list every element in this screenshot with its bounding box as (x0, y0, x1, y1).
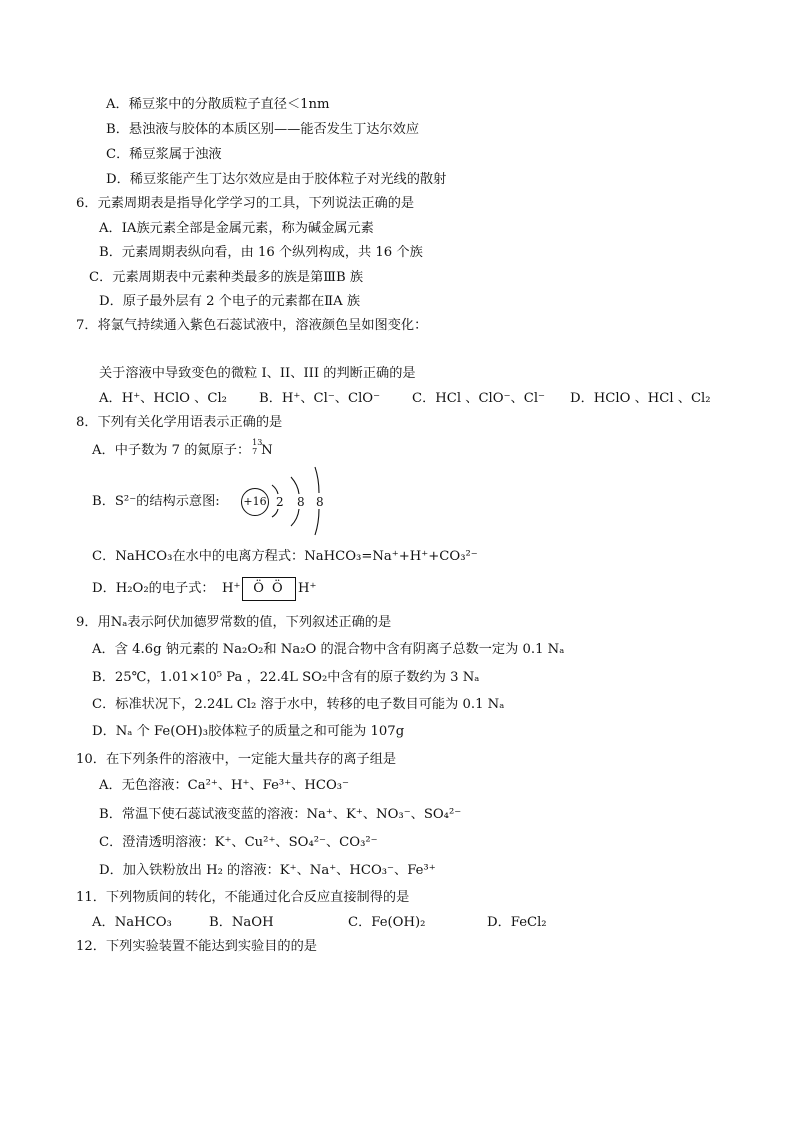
q8-option-d-text: D．H₂O₂的电子式： (92, 581, 215, 596)
shell-arc-1-top (272, 485, 278, 494)
mass-number: 13 (252, 438, 263, 447)
q11-option-c: C．Fe(OH)₂ (348, 915, 426, 930)
q9-option-b: B．25℃，1.01×10⁵ Pa ，22.4L SO₂中含有的原子数约为 3 Nₐ (92, 670, 480, 685)
q6-option-c: C．元素周期表中元素种类最多的族是第ⅢB 族 (89, 270, 364, 285)
q6-option-d: D．原子最外层有 2 个电子的元素都在ⅡA 族 (99, 294, 361, 309)
q5-option-b: B．悬浊液与胶体的本质区别——能否发生丁达尔效应 (106, 122, 420, 137)
q11-option-b: B．NaOH (209, 915, 274, 930)
q6-stem: 6．元素周期表是指导化学学习的工具，下列说法正确的是 (76, 196, 415, 211)
q7-option-c: C．HCl 、ClO⁻、Cl⁻ (412, 391, 546, 406)
electron-shell-arcs (270, 465, 330, 537)
q7-options-row (99, 390, 711, 408)
peroxide-bracket: Ö Ö (242, 577, 296, 601)
q8-option-b-label: B．S²⁻的结构示意图: (92, 494, 220, 509)
shell-2-count: 8 (297, 495, 305, 509)
hydrogen-left: H⁺ (222, 581, 241, 596)
element-symbol: N (261, 443, 273, 458)
q10-option-b: B．常温下使石蕊试液变蓝的溶液：Na⁺、K⁺、NO₃⁻、SO₄²⁻ (99, 807, 462, 822)
q6-option-a: A．IA族元素全部是金属元素，称为碱金属元素 (99, 221, 374, 236)
q8-option-d (92, 580, 215, 598)
q5-option-a: A．稀豆浆中的分散质粒子直径＜1nm (106, 97, 330, 112)
q11-option-a: A．NaHCO₃ (92, 915, 172, 930)
q9-option-a: A．含 4.6g 钠元素的 Na₂O₂和 Na₂O 的混合物中含有阴离子总数一定为 0.1 Nₐ (92, 642, 565, 657)
q9-option-c: C．标准状况下，2.24L Cl₂ 溶于水中，转移的电子数目可能为 0.1 Nₐ (92, 697, 505, 712)
shell-1-count: 2 (276, 495, 284, 509)
q12-stem: 12．下列实验装置不能达到实验目的的是 (76, 939, 317, 954)
q7-option-a: A．H⁺、HClO 、Cl₂ (99, 391, 227, 406)
q10-option-a: A．无色溶液：Ca²⁺、H⁺、Fe³⁺、HCO₃⁻ (99, 778, 350, 793)
q8-option-c: C．NaHCO₃在水中的电离方程式：NaHCO₃=Na⁺+H⁺+CO₃²⁻ (92, 549, 478, 564)
shell-arc-2-top (291, 477, 299, 494)
q5-option-d: D．稀豆浆能产生丁达尔效应是由于胶体粒子对光线的散射 (106, 172, 447, 187)
hydrogen-right: H⁺ (298, 581, 317, 596)
q8-stem: 8．下列有关化学用语表示正确的是 (76, 415, 283, 430)
q7-substem: 关于溶液中导致变色的微粒 I、II、III 的判断正确的是 (99, 366, 416, 381)
q9-stem: 9．用Nₐ表示阿伏加德罗常数的值，下列叙述正确的是 (76, 615, 392, 630)
shell-arc-1-bottom (272, 509, 278, 517)
shell-arc-3-top (315, 467, 319, 493)
q8-option-a-text: A．中子数为 7 的氮原子： (92, 443, 251, 458)
nucleus-circle: +16 (241, 488, 269, 516)
q11-options-row (92, 914, 652, 932)
q7-option-d: D．HClO 、HCl 、Cl₂ (570, 391, 711, 406)
shell-3-count: 8 (316, 495, 324, 509)
q9-option-d: D．Nₐ 个 Fe(OH)₃胶体粒子的质量之和可能为 107g (92, 724, 405, 739)
q8-option-a (92, 440, 273, 460)
shell-arc-3-bottom (315, 509, 319, 535)
q10-stem: 10．在下列条件的溶液中，一定能大量共存的离子组是 (76, 752, 397, 767)
shell-arc-2-bottom (291, 509, 299, 526)
q11-option-d: D．FeCl₂ (487, 915, 547, 930)
q7-option-b: B．H⁺、Cl⁻、ClO⁻ (259, 391, 381, 406)
q5-option-c: C．稀豆浆属于浊液 (106, 147, 222, 162)
atomic-number: 7 (252, 447, 258, 456)
q10-option-d: D．加入铁粉放出 H₂ 的溶液：K⁺、Na⁺、HCO₃⁻、Fe³⁺ (99, 863, 436, 878)
q10-option-c: C．澄清透明溶液：K⁺、Cu²⁺、SO₄²⁻、CO₃²⁻ (99, 835, 378, 850)
q11-stem: 11．下列物质间的转化，不能通过化合反应直接制得的是 (76, 890, 410, 905)
q6-option-b: B．元素周期表纵向看，由 16 个纵列构成，共 16 个族 (99, 245, 423, 260)
q7-stem: 7．将氯气持续通入紫色石蕊试液中，溶液颜色呈如图变化： (76, 318, 428, 333)
nuclide-notation (250, 440, 261, 456)
